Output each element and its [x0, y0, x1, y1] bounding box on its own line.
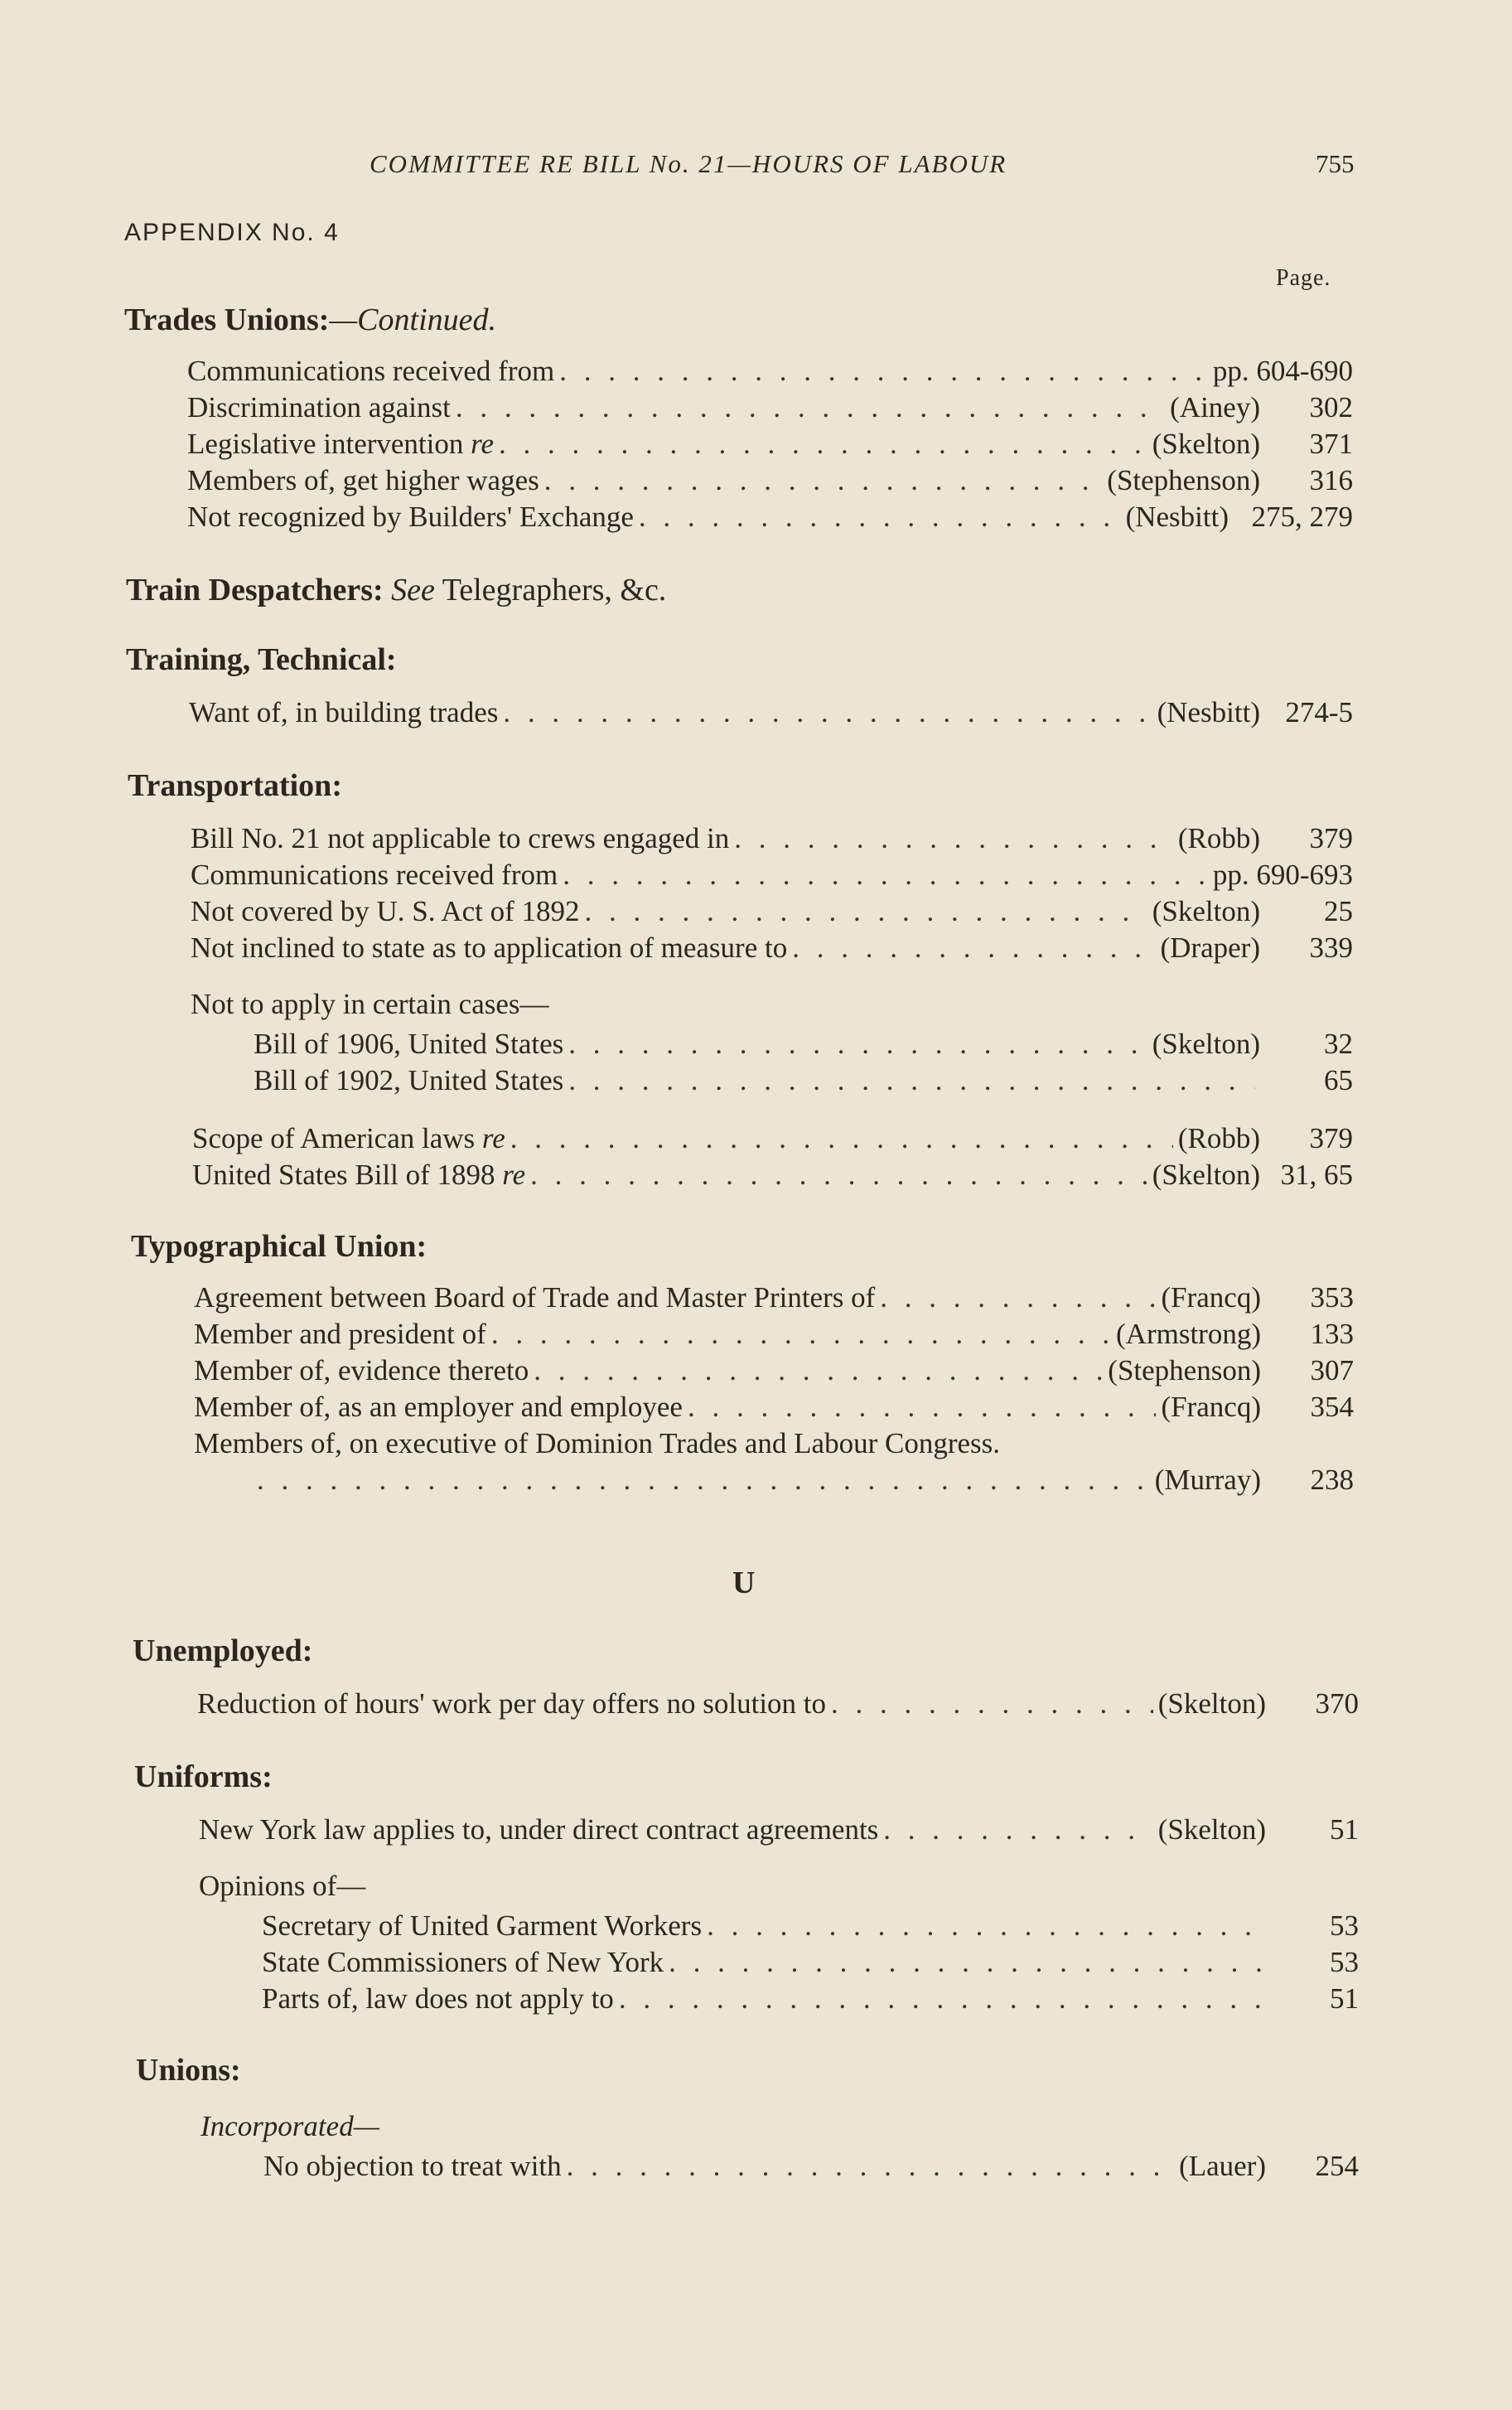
- entry-text: Agreement between Board of Trade and Master Printers of: [194, 1281, 876, 1314]
- entry-page: 379: [1309, 1122, 1353, 1154]
- entry-page: 32: [1324, 1028, 1353, 1060]
- index-subentry: [262, 1909, 1359, 1946]
- leader-dots: [567, 2150, 1174, 2183]
- entry-text: New York law applies to, under direct contract agreements: [199, 1813, 879, 1846]
- entry-page: 379: [1309, 822, 1353, 854]
- appendix-label: APPENDIX No. 4: [124, 219, 340, 246]
- leader-dots: [707, 1909, 1261, 1943]
- entry-page: 51: [1330, 1813, 1359, 1846]
- subheading: Incorporated—: [200, 2110, 379, 2142]
- index-entry: [199, 1813, 1359, 1850]
- index-subentry: [254, 1028, 1353, 1064]
- entry-page: 275, 279: [1251, 501, 1353, 533]
- entry-page: 371: [1309, 428, 1353, 460]
- entry-text: Legislative intervention re: [187, 428, 494, 460]
- entry-text: Communications received from: [187, 355, 555, 387]
- leader-dots: [883, 1813, 1152, 1846]
- continued-label: —Continued.: [329, 302, 497, 337]
- entry-page: 53: [1330, 1946, 1359, 1978]
- leader-dots: [534, 1354, 1103, 1387]
- index-entry: [197, 1687, 1359, 1724]
- index-entry: [192, 1122, 1353, 1159]
- heading-uniforms: Uniforms:: [134, 1759, 273, 1794]
- heading-unions: Unions:: [136, 2053, 241, 2088]
- entry-page: 354: [1310, 1391, 1354, 1423]
- entry-witness: (Murray): [1154, 1464, 1261, 1496]
- entry-text: Discrimination against: [187, 391, 451, 423]
- entry-text: Reduction of hours' work per day offers no solution to: [197, 1687, 827, 1720]
- entry-page: 238: [1310, 1464, 1354, 1496]
- index-entry: [194, 1281, 1354, 1318]
- index-entry: [191, 932, 1353, 968]
- leader-dots: [688, 1391, 1157, 1424]
- entry-text: United States Bill of 1898 re: [192, 1159, 526, 1191]
- index-subentry: [262, 1946, 1359, 1982]
- entry-text: Not inclined to state as to application of measure to: [191, 932, 788, 964]
- entry-text: Member and president of: [194, 1318, 486, 1350]
- leader-dots: [831, 1687, 1153, 1720]
- leader-dots: [559, 355, 1208, 388]
- entry-text: Members of, get higher wages: [187, 464, 539, 496]
- heading-text: Trades Unions:: [124, 302, 330, 337]
- index-entry: [187, 428, 1353, 464]
- entry-page: 370: [1315, 1687, 1359, 1720]
- entry-page: 133: [1310, 1318, 1354, 1350]
- leader-dots: [544, 464, 1103, 497]
- heading-typographical-union: Typographical Union:: [131, 1229, 428, 1264]
- index-entry: [191, 895, 1353, 932]
- entry-page: 31, 65: [1280, 1159, 1353, 1191]
- index-subentry: [262, 1982, 1359, 2019]
- index-entry-continuation: [257, 1464, 1354, 1500]
- heading-transportation: Transportation:: [128, 768, 342, 803]
- leader-dots: [792, 932, 1155, 965]
- entry-page: 53: [1330, 1909, 1359, 1942]
- entry-witness: (Skelton): [1152, 1159, 1260, 1191]
- leader-dots: [499, 428, 1147, 461]
- heading-train-despatchers: [126, 572, 666, 608]
- entry-witness: (Skelton): [1152, 1028, 1260, 1060]
- entry-witness: (Nesbitt): [1125, 501, 1229, 533]
- entry-text: Want of, in building trades: [189, 696, 499, 728]
- entry-page: 51: [1330, 1982, 1359, 2015]
- entry-text: Scope of American laws re: [192, 1122, 505, 1154]
- heading-trades-unions: [124, 302, 496, 338]
- entry-witness: (Stephenson): [1108, 1354, 1261, 1386]
- leader-dots: [257, 1464, 1150, 1497]
- index-subentry: [254, 1064, 1353, 1101]
- entry-page: 274-5: [1285, 696, 1353, 728]
- section-letter: U: [732, 1566, 756, 1600]
- page-column-label: Page.: [1276, 265, 1331, 291]
- entry-witness: (Skelton): [1157, 1813, 1266, 1846]
- heading-unemployed: Unemployed:: [133, 1633, 313, 1668]
- leader-dots: [503, 696, 1152, 729]
- entry-text: State Commissioners of New York: [262, 1946, 664, 1978]
- entry-page: 339: [1309, 932, 1353, 964]
- entry-text: Secretary of United Garment Workers: [262, 1909, 703, 1942]
- leader-dots: [563, 859, 1208, 892]
- entry-page: 307: [1310, 1354, 1354, 1386]
- entry-page: 353: [1310, 1281, 1354, 1314]
- leader-dots: [568, 1028, 1147, 1061]
- entry-text: Communications received from: [191, 859, 558, 891]
- index-entry: [191, 822, 1353, 859]
- index-entry: [194, 1391, 1354, 1427]
- entry-page: 25: [1324, 895, 1353, 927]
- index-entry: [194, 1318, 1354, 1354]
- index-entry: [192, 1159, 1353, 1195]
- cross-reference: See Telegraphers, &c.: [391, 573, 667, 607]
- entry-text: Not recognized by Builders' Exchange: [187, 501, 634, 533]
- leader-dots: [639, 501, 1121, 534]
- leader-dots: [530, 1159, 1147, 1192]
- subheading: Not to apply in certain cases—: [191, 988, 549, 1020]
- leader-dots: [568, 1064, 1255, 1097]
- entry-text: Bill of 1902, United States: [254, 1064, 564, 1096]
- leader-dots: [669, 1946, 1261, 1979]
- entry-text: Member of, evidence thereto: [194, 1354, 529, 1386]
- leader-dots: [456, 391, 1165, 424]
- entry-witness: (Draper): [1160, 932, 1260, 964]
- entry-page: pp. 690-693: [1212, 859, 1353, 891]
- leader-dots: [491, 1318, 1111, 1351]
- leader-dots: [510, 1122, 1173, 1155]
- running-title: COMMITTEE RE BILL No. 21—HOURS OF LABOUR: [370, 149, 1007, 178]
- entry-page: 316: [1309, 464, 1353, 496]
- entry-witness: (Francq): [1161, 1391, 1261, 1423]
- subheading: Opinions of—: [199, 1870, 366, 1902]
- leader-dots: [880, 1281, 1156, 1314]
- entry-page: 65: [1324, 1064, 1353, 1096]
- leader-dots: [585, 895, 1147, 928]
- page-number: 755: [1316, 149, 1355, 178]
- index-entry: [194, 1354, 1354, 1391]
- entry-witness: (Skelton): [1152, 428, 1260, 460]
- index-entry: [189, 696, 1353, 733]
- entry-text: Parts of, law does not apply to: [262, 1982, 614, 2015]
- leader-dots: [619, 1982, 1261, 2016]
- entry-witness: (Francq): [1161, 1281, 1261, 1314]
- entry-witness: (Robb): [1177, 822, 1260, 854]
- entry-text: Bill No. 21 not applicable to crews engaged in: [191, 822, 730, 854]
- index-entry: [187, 391, 1353, 428]
- entry-page: 254: [1315, 2150, 1359, 2182]
- entry-witness: (Armstrong): [1116, 1318, 1261, 1350]
- entry-witness: (Nesbitt): [1157, 696, 1260, 728]
- entry-text: No objection to treat with: [263, 2150, 562, 2182]
- entry-page: pp. 604-690: [1212, 355, 1353, 387]
- index-entry: [191, 859, 1353, 895]
- long-entry-text: Members of, on executive of Dominion Trades and Labour Congress.: [194, 1427, 1001, 1459]
- leader-dots: [734, 822, 1173, 855]
- entry-witness: (Skelton): [1152, 895, 1260, 927]
- entry-witness: (Robb): [1177, 1122, 1260, 1154]
- index-entry: [187, 464, 1353, 501]
- index-entry: [187, 355, 1353, 391]
- entry-page: 302: [1309, 391, 1353, 423]
- index-subentry: [263, 2150, 1359, 2186]
- entry-witness: (Ainey): [1170, 391, 1260, 423]
- index-entry: [187, 501, 1353, 537]
- entry-text: Bill of 1906, United States: [254, 1028, 564, 1060]
- entry-witness: (Lauer): [1179, 2150, 1266, 2182]
- entry-witness: (Stephenson): [1107, 464, 1260, 496]
- heading-text: Train Despatchers:: [126, 573, 384, 607]
- entry-witness: (Skelton): [1157, 1687, 1266, 1720]
- heading-training-technical: Training, Technical:: [126, 642, 397, 677]
- entry-text: Member of, as an employer and employee: [194, 1391, 683, 1423]
- entry-text: Not covered by U. S. Act of 1892: [191, 895, 580, 927]
